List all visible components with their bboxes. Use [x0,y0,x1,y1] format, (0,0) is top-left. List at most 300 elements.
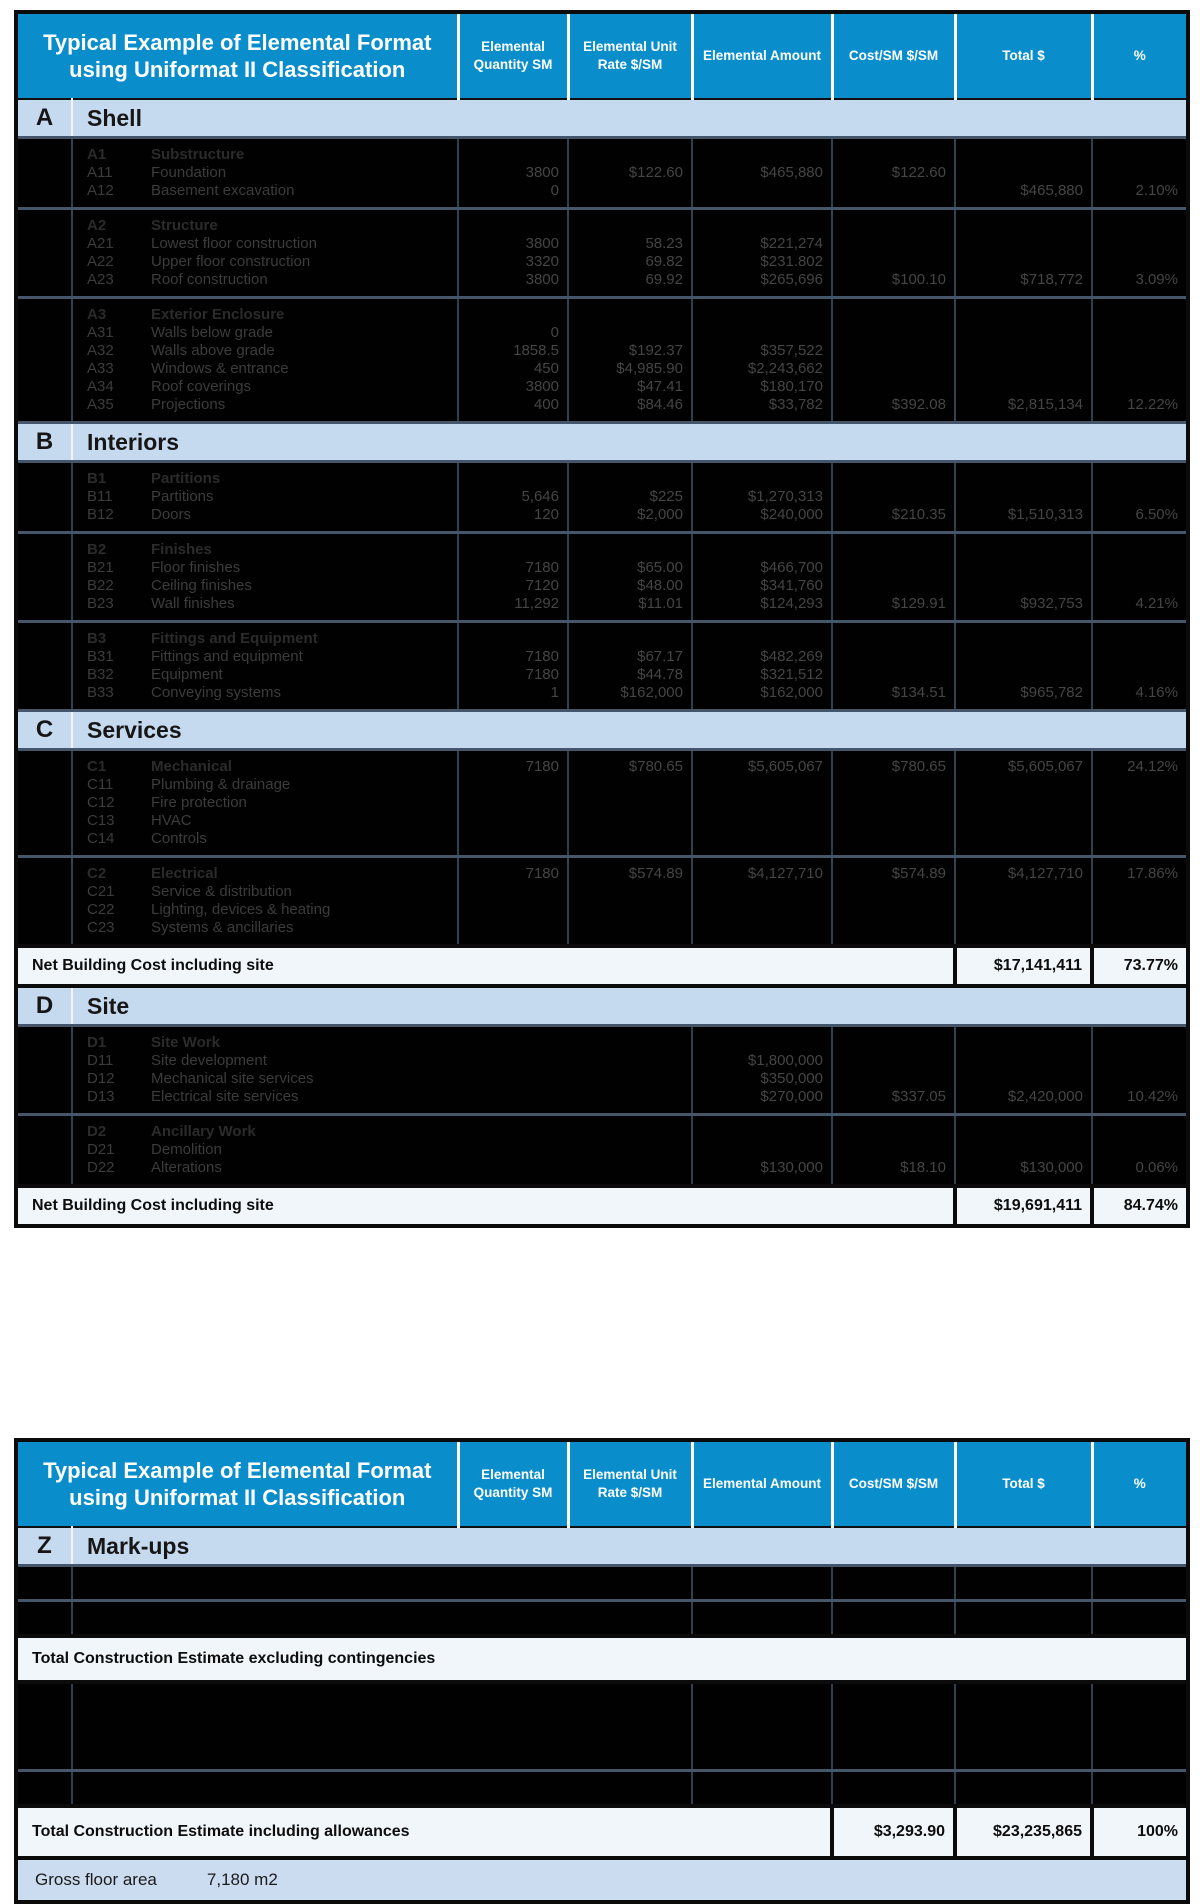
qty-value: 3800 [458,164,568,182]
table-row [16,750,1188,777]
amount-value [692,1141,832,1159]
amount-value [692,533,832,560]
total-value [955,298,1092,325]
row-code: B2 [72,533,138,560]
section-letter: D [16,986,72,1026]
total-value: $130,000 [955,1159,1092,1186]
table-row [16,1052,1188,1070]
percent-value [1092,883,1188,901]
section-row [16,423,1188,462]
table-row [16,1088,1188,1115]
letter-cell [16,1115,72,1142]
letter-cell [16,1770,72,1806]
data-block [16,750,1188,857]
qty-value: 3320 [458,253,568,271]
row-code: A1 [72,138,138,165]
summary-cost-sm: $3,293.90 [832,1806,955,1858]
letter-cell [16,1026,72,1053]
row-desc: Mechanical [138,750,458,777]
letter-cell [16,1601,72,1637]
summary-band [16,1806,1188,1858]
section-band-shell [16,99,1188,138]
rate-value [568,298,692,325]
amount-value [692,830,832,857]
total-value [955,1115,1092,1142]
letter-cell [16,1052,72,1070]
column-header: Cost/SM $/SM [832,12,955,99]
table-row [16,1026,1188,1053]
qty-value [458,1115,568,1142]
qty-value: 11,292 [458,595,568,622]
summary-row [16,1186,1188,1226]
amount-value [692,622,832,649]
amount-value [692,883,832,901]
letter-cell [16,324,72,342]
empty-cell [1092,1566,1188,1601]
row-code: C22 [72,901,138,919]
total-value [955,648,1092,666]
row-code: C21 [72,883,138,901]
cost-sm-value [832,919,955,946]
percent-value: 0.06% [1092,1159,1188,1186]
table-header [16,12,1188,99]
cost-sm-value [832,648,955,666]
section-row [16,99,1188,138]
data-block [16,298,1188,423]
row-code: B33 [72,684,138,711]
cost-sm-value: $18.10 [832,1159,955,1186]
letter-cell [16,360,72,378]
qty-value [458,533,568,560]
table-row [16,1566,1188,1601]
table-row [16,595,1188,622]
amount-value [692,138,832,165]
total-value [955,253,1092,271]
row-code: B23 [72,595,138,622]
total-value: $2,815,134 [955,396,1092,423]
section-band-interiors [16,423,1188,462]
percent-value [1092,830,1188,857]
row-desc: Lighting, devices & heating [138,901,458,919]
qty-value [458,883,568,901]
row-code: D12 [72,1070,138,1088]
percent-value: 24.12% [1092,750,1188,777]
empty-cell [832,1682,955,1770]
letter-cell [16,209,72,236]
data-block [16,1026,1188,1115]
qty-value [458,209,568,236]
summary-row [16,946,1188,986]
total-value [955,577,1092,595]
summary-label: Net Building Cost including site [16,946,955,986]
row-desc: Fittings and equipment [138,648,458,666]
row-desc: Site Work [138,1026,458,1053]
total-value [955,1026,1092,1053]
letter-cell [16,666,72,684]
empty-cell [955,1682,1092,1770]
qty-value: 400 [458,396,568,423]
row-desc: Alterations [138,1159,458,1186]
data-block [16,138,1188,209]
summary-percent: 84.74% [1092,1186,1188,1226]
row-desc: Mechanical site services [138,1070,458,1088]
letter-cell [16,812,72,830]
amount-value: $350,000 [692,1070,832,1088]
amount-value: $482,269 [692,648,832,666]
cost-sm-value [832,559,955,577]
amount-value [692,812,832,830]
total-value [955,830,1092,857]
total-value: $1,510,313 [955,506,1092,533]
letter-cell [16,750,72,777]
table-row [16,360,1188,378]
cost-sm-value [832,324,955,342]
summary-percent: 100% [1092,1806,1188,1858]
row-code: D2 [72,1115,138,1142]
qty-value: 1 [458,684,568,711]
markups-table [14,1438,1190,1904]
cost-sm-value [832,776,955,794]
table-title: Typical Example of Elemental Format using Uniformat II Classification [16,12,458,99]
letter-cell [16,462,72,489]
row-code: C23 [72,919,138,946]
letter-cell [16,235,72,253]
qty-value [458,776,568,794]
rate-value [568,138,692,165]
row-desc: Substructure [138,138,458,165]
percent-value [1092,776,1188,794]
total-value [955,666,1092,684]
letter-cell [16,559,72,577]
row-desc: Floor finishes [138,559,458,577]
column-header: % [1092,1440,1188,1527]
amount-value: $466,700 [692,559,832,577]
cost-sm-value [832,235,955,253]
empty-cell [955,1770,1092,1806]
table-row [16,830,1188,857]
cost-sm-value [832,812,955,830]
row-code: A21 [72,235,138,253]
amount-value [692,794,832,812]
cost-sm-value: $392.08 [832,396,955,423]
cost-sm-value [832,1070,955,1088]
cost-sm-value [832,1026,955,1053]
letter-cell [16,776,72,794]
rate-value: $65.00 [568,559,692,577]
table-row [16,182,1188,209]
table-row [16,1682,1188,1770]
percent-value [1092,812,1188,830]
letter-cell [16,622,72,649]
summary-band [16,946,1188,986]
row-desc: Equipment [138,666,458,684]
qty-value: 7120 [458,577,568,595]
total-value [955,342,1092,360]
cost-sm-value [832,830,955,857]
total-value: $718,772 [955,271,1092,298]
column-header: Cost/SM $/SM [832,1440,955,1527]
rate-value [568,776,692,794]
percent-value: 10.42% [1092,1088,1188,1115]
table-row [16,812,1188,830]
column-header: % [1092,12,1188,99]
amount-value: $465,880 [692,164,832,182]
rate-value: $162,000 [568,684,692,711]
letter-cell [16,164,72,182]
amount-value [692,1026,832,1053]
data-block [16,1601,1188,1637]
rate-value: $780.65 [568,750,692,777]
qty-value [458,794,568,812]
qty-value: 120 [458,506,568,533]
amount-value: $270,000 [692,1088,832,1115]
percent-value [1092,1115,1188,1142]
rate-value [568,1052,692,1070]
percent-value: 12.22% [1092,396,1188,423]
table-row [16,506,1188,533]
row-code: D22 [72,1159,138,1186]
row-code: B1 [72,462,138,489]
total-value [955,794,1092,812]
amount-value: $5,605,067 [692,750,832,777]
qty-value: 1858.5 [458,342,568,360]
table-row [16,883,1188,901]
table-row [16,396,1188,423]
row-code: B21 [72,559,138,577]
row-code: D13 [72,1088,138,1115]
qty-value: 7180 [458,559,568,577]
empty-cell [692,1682,832,1770]
amount-value: $4,127,710 [692,857,832,884]
amount-value: $124,293 [692,595,832,622]
table-row [16,488,1188,506]
row-code: C11 [72,776,138,794]
rate-value: $192.37 [568,342,692,360]
total-value [955,1070,1092,1088]
row-desc: Plumbing & drainage [138,776,458,794]
amount-value: $240,000 [692,506,832,533]
section-title: Interiors [72,423,1188,462]
section-band-site [16,986,1188,1026]
rate-value [568,324,692,342]
row-code: A12 [72,182,138,209]
rate-value [568,533,692,560]
empty-cell [832,1566,955,1601]
qty-value [458,138,568,165]
qty-value [458,919,568,946]
total-value [955,324,1092,342]
row-desc: Projections [138,396,458,423]
rate-value [568,919,692,946]
table-row [16,1115,1188,1142]
rate-value [568,1159,692,1186]
table-row [16,901,1188,919]
amount-value: $180,170 [692,378,832,396]
total-value [955,776,1092,794]
data-block [16,533,1188,622]
table-row [16,1141,1188,1159]
table-row [16,253,1188,271]
letter-cell [16,684,72,711]
table-row [16,378,1188,396]
row-desc: Service & distribution [138,883,458,901]
letter-cell [16,901,72,919]
rate-value: $574.89 [568,857,692,884]
rate-value: $4,985.90 [568,360,692,378]
row-code: A31 [72,324,138,342]
section-band-mark-ups [16,1527,1188,1566]
rate-value: $48.00 [568,577,692,595]
row-desc: Roof construction [138,271,458,298]
row-desc: Lowest floor construction [138,235,458,253]
letter-cell [16,488,72,506]
cost-sm-value [832,182,955,209]
table-row [16,577,1188,595]
row-code: C2 [72,857,138,884]
cost-sm-value [832,298,955,325]
table-row [16,666,1188,684]
row-desc: Systems & ancillaries [138,919,458,946]
cost-sm-value [832,342,955,360]
data-block [16,209,1188,298]
percent-value [1092,1141,1188,1159]
total-value [955,360,1092,378]
letter-cell [16,533,72,560]
qty-value: 7180 [458,750,568,777]
section-letter: C [16,711,72,750]
row-desc: Demolition [138,1141,458,1159]
cost-sm-value [832,378,955,396]
rate-value [568,1115,692,1142]
row-code: A23 [72,271,138,298]
letter-cell [16,857,72,884]
qty-value [458,462,568,489]
table-row [16,559,1188,577]
cost-sm-value [832,1115,955,1142]
total-value [955,138,1092,165]
total-value: $465,880 [955,182,1092,209]
cost-sm-value [832,253,955,271]
row-desc: Upper floor construction [138,253,458,271]
empty-cell [692,1770,832,1806]
percent-value [1092,622,1188,649]
row-code: C14 [72,830,138,857]
qty-value [458,830,568,857]
qty-value [458,1026,568,1053]
total-value [955,919,1092,946]
table-row [16,684,1188,711]
percent-value [1092,164,1188,182]
empty-cell [1092,1770,1188,1806]
percent-value [1092,138,1188,165]
letter-cell [16,182,72,209]
empty-cell [1092,1682,1188,1770]
table-header [16,1440,1188,1527]
letter-cell [16,271,72,298]
row-desc: Electrical site services [138,1088,458,1115]
total-value [955,533,1092,560]
amount-value: $2,243,662 [692,360,832,378]
row-code: D21 [72,1141,138,1159]
letter-cell [16,595,72,622]
estimate-tables [14,10,1200,1904]
total-value [955,378,1092,396]
qty-value: 7180 [458,666,568,684]
data-block [16,857,1188,947]
percent-value: 17.86% [1092,857,1188,884]
section-row [16,986,1188,1026]
percent-value [1092,324,1188,342]
table-row [16,324,1188,342]
empty-cell [955,1601,1092,1637]
summary-label: Total Construction Estimate including allowances [16,1806,832,1858]
cost-sm-value: $337.05 [832,1088,955,1115]
rate-value: $67.17 [568,648,692,666]
column-header: Elemental Quantity SM [458,12,568,99]
summary-row [16,1806,1188,1858]
row-desc: Roof coverings [138,378,458,396]
cost-sm-value [832,209,955,236]
total-value [955,559,1092,577]
summary-total: $17,141,411 [955,946,1092,986]
section-title: Site [72,986,1188,1026]
amount-value: $341,760 [692,577,832,595]
amount-value: $1,270,313 [692,488,832,506]
footer-band [16,1858,1188,1902]
row-code: B32 [72,666,138,684]
section-row [16,1527,1188,1566]
qty-value [458,1052,568,1070]
rate-value: $122.60 [568,164,692,182]
table-row [16,857,1188,884]
column-header: Elemental Amount [692,1440,832,1527]
row-desc: Electrical [138,857,458,884]
cost-sm-value: $100.10 [832,271,955,298]
empty-row [72,1770,692,1806]
empty-cell [832,1601,955,1637]
rate-value [568,209,692,236]
row-desc: Partitions [138,488,458,506]
cost-sm-value: $574.89 [832,857,955,884]
total-value [955,164,1092,182]
rate-value [568,1026,692,1053]
data-block [16,1682,1188,1770]
qty-value: 0 [458,324,568,342]
total-value [955,209,1092,236]
total-value: $2,420,000 [955,1088,1092,1115]
total-value: $932,753 [955,595,1092,622]
section-letter: A [16,99,72,138]
qty-value [458,1159,568,1186]
percent-value [1092,462,1188,489]
percent-value [1092,1052,1188,1070]
row-code: A2 [72,209,138,236]
summary-percent: 73.77% [1092,946,1188,986]
summary-band [16,1186,1188,1226]
empty-cell [692,1601,832,1637]
row-code: C1 [72,750,138,777]
qty-value: 450 [458,360,568,378]
table-row [16,776,1188,794]
empty-cell [955,1566,1092,1601]
table-row [16,298,1188,325]
letter-cell [16,794,72,812]
total-value: $4,127,710 [955,857,1092,884]
qty-value [458,1141,568,1159]
empty-row [72,1682,692,1770]
row-code: C12 [72,794,138,812]
data-block [16,1115,1188,1187]
